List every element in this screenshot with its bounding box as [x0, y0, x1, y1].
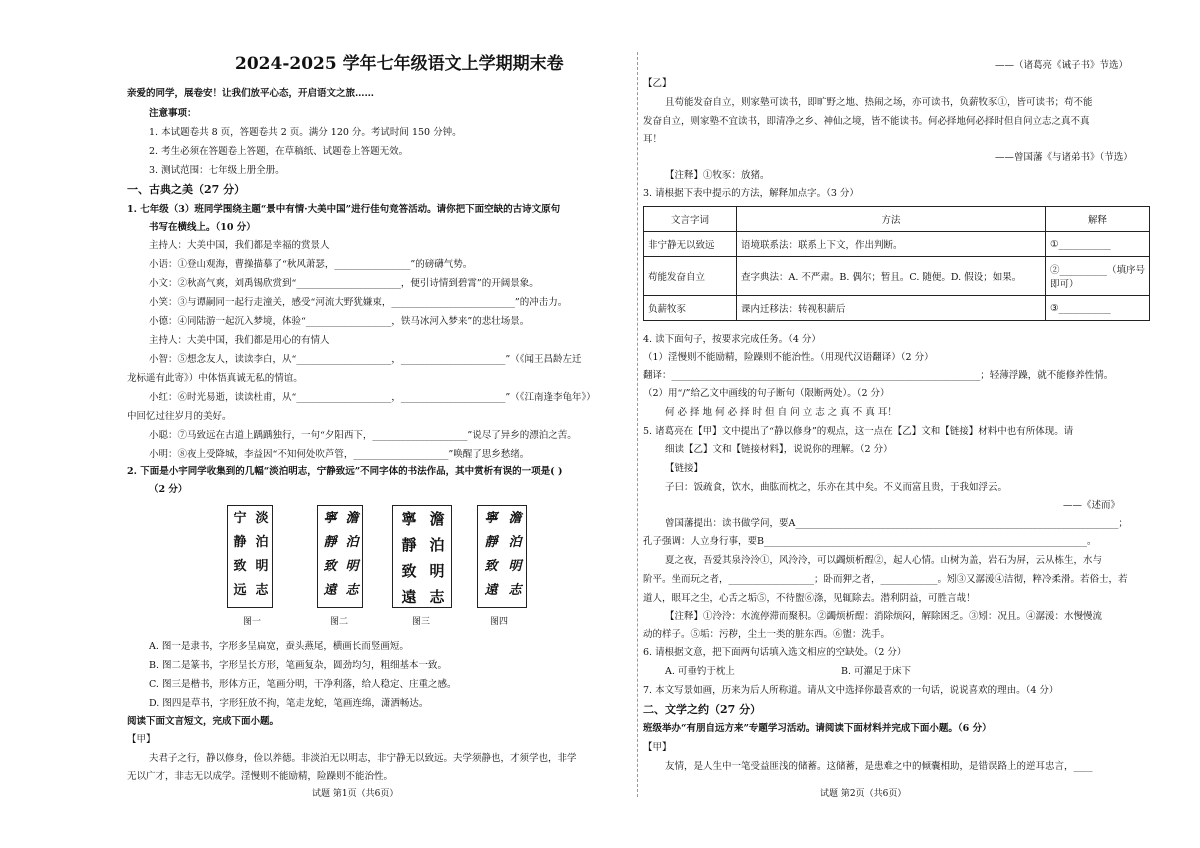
passage-jia-text: 夫君子之行，静以修身，俭以养德。非淡泊无以明志，非宁静无以致远。夫学须静也，才须学也，非学	[149, 753, 577, 764]
notice-item: 1. 本试题卷共 8 页，答题卷共 2 页。满分 120 分。考试时间 150 分钟。	[149, 127, 462, 138]
section-2-intro: 班级举办“有朋自远方来”专题学习活动。请阅读下面材料并完成下面小题。（6 分）	[643, 723, 992, 734]
page-footer: 试题 第2页（共6页）	[820, 789, 907, 799]
dialogue-line: 小明：⑧夜上受降城，李益因“不知何处吹芦管，____________________”唤醒了思乡愁绪。	[149, 449, 530, 460]
dialogue-line: 小聪：⑦马致远在古道上踽踽独行，一句“夕阳西下，____________________”说尽了异乡的漂泊之苦。	[149, 430, 577, 441]
question-5: 5. 诸葛亮在【甲】文中提出了“静以修身”的观点，这一点在【乙】文和【链接】材料中也有所体现。请	[643, 426, 1074, 437]
notice-item: 3. 测试范围：七年级上册全册。	[149, 165, 285, 176]
q6-option-a: A. 可垂钓于枕上	[665, 666, 735, 677]
answer-line-b: 孔子强调：人立身行事，要B____________________________________________________________________。	[643, 536, 1097, 547]
passage-yi-text: 发奋自立，则家塾不宜读书，即清净之乡、神仙之境，皆不能读书。何必择地何必择时但自问立志之真不真	[643, 116, 1090, 127]
question-4-2: （2）用“/”给乙文中画线的句子断句（限断两处）。（2 分）	[643, 388, 890, 399]
passage-label-yi: 【乙】	[643, 78, 672, 89]
passage-label-jia: 【甲】	[127, 734, 156, 745]
table-cell-method: 语境联系法：联系上下文，作出判断。	[737, 232, 1046, 257]
table-header: 文言字词	[644, 207, 737, 232]
dialogue-line: 小智：⑤想念友人，读读李白，从“____________________，______________________”（《闻王昌龄左迁	[149, 354, 582, 365]
passage-jia-text: 无以广才，非志无以成学。淫慢则不能励精，险躁则不能治性。	[127, 771, 394, 782]
dialogue-line: 小语：①登山观海，曹操描摹了“秋风萧瑟，________________”的磅礴气势。	[149, 259, 473, 270]
link-text: 子曰：饭疏食，饮水，曲肱而枕之，乐亦在其中矣。不义而富且贵，于我如浮云。	[665, 482, 1008, 493]
dialogue-line: 主持人：大美中国，我们都是用心的有情人	[149, 335, 330, 346]
dialogue-line: 龙标遥有此寄》）中体悟真诚无私的情谊。	[127, 373, 303, 384]
right-page	[643, 0, 1153, 848]
q2-option-d: D. 图四是草书，字形狂放不拘，笔走龙蛇，笔画连绵，潇洒畅达。	[149, 698, 429, 709]
page-divider	[637, 52, 638, 797]
calligraphy-image-3: 澹 泊 明 志 寧 靜 致 遠	[392, 505, 452, 608]
table-header: 解释	[1046, 207, 1150, 232]
annotation: 【注释】①牧豕：放猪。	[665, 170, 770, 181]
section-heading-classical: 一、古典之美（27 分）	[127, 183, 246, 196]
table-cell-method: 课内迁移法：转视积薪后	[737, 296, 1046, 321]
question-1: 1. 七年级（3）班同学围绕主题“景中有情·大美中国”进行佳句竞答活动。请你把下面空缺的古诗文原句	[127, 204, 561, 215]
table-cell-word: 负薪牧豕	[644, 296, 737, 321]
passage-yi-text: 且苟能发奋自立，则家塾可读书，即旷野之地、热闹之场，亦可读书，负薪牧豕①，皆可读书；苟不能	[665, 97, 1093, 108]
dialogue-line: 小笑：③与谭嗣同一起行走潼关，感受“河流大野犹嫌束，__________________________”的冲击力。	[149, 297, 568, 308]
passage-text: 友情，是人生中一笔受益匪浅的储蓄。这储蓄，是患难之中的倾囊相助，是错误路上的逆耳忠言，____	[665, 761, 1093, 772]
table-header: 方法	[737, 207, 1046, 232]
reading-intro: 阅读下面文言短文，完成下面小题。	[127, 716, 280, 727]
question-4-1-answer: 翻译：_________________________________________________________________；轻薄浮躁，就不能修养性情。	[643, 370, 1114, 381]
question-2-cont: （2 分）	[149, 484, 188, 495]
source-citation: ——曾国藩《与诸弟书》（节选）	[995, 152, 1133, 163]
dialogue-line: 中回忆过往岁月的美好。	[127, 411, 232, 422]
greeting: 亲爱的同学，展卷安！让我们放平心态，开启语文之旅……	[127, 88, 375, 99]
answer-line-a: 曾国藩提出：读书做学问，要A____________________________________________________________________；	[665, 518, 1128, 529]
table-cell-word: 非宁静无以致远	[644, 232, 737, 257]
calligraphy-image-2: 澹 泊 明 志 寧 靜 致 遠	[317, 505, 363, 608]
source-citation: ——（诸葛亮《诫子书》节选）	[995, 60, 1129, 71]
dialogue-line: 小文：②秋高气爽，刘禹锡欣赏到“______________________，便引诗情到碧霄”的开阔景象。	[149, 278, 539, 289]
notice-item: 2. 考生必须在答题卷上答题，在草稿纸、试题卷上答题无效。	[149, 146, 409, 157]
question-3: 3. 请根据下表中提示的方法，解释加点字。（3 分）	[643, 188, 859, 199]
table-cell-answer[interactable]: ①___________	[1046, 232, 1150, 257]
exam-title: 2024-2025 学年七年级语文上学期期末卷	[235, 54, 564, 74]
table-cell-answer[interactable]: ②__________（填序号即可）	[1046, 257, 1150, 296]
notice-heading: 注意事项：	[149, 108, 197, 119]
explanation-table	[643, 206, 1150, 321]
q2-option-b: B. 图二是篆书，字形呈长方形，笔画复杂，圆劲均匀，粗细基本一致。	[149, 660, 448, 671]
question-5-cont: 细读【乙】文和【链接材料】，说说你的理解。（2 分）	[665, 444, 893, 455]
q2-option-c: C. 图三是楷书，形体方正，笔画分明，干净利落，给人稳定、庄重之感。	[149, 679, 457, 690]
q2-option-a: A. 图一是隶书，字形多呈扁宽，蚕头燕尾，横画长而竖画短。	[149, 641, 409, 652]
question-6: 6. 请根据文意，把下面两句话填入选文相应的空缺处。（2 分）	[643, 647, 907, 658]
calligraphy-label: 图三	[412, 617, 431, 627]
question-4-1: （1）淫慢则不能励精，险躁则不能治性。（用现代汉语翻译）（2 分）	[643, 352, 934, 363]
calligraphy-image-1: 淡 泊 明 志 宁 静 致 远	[227, 505, 273, 608]
source-citation: ——《述而》	[1063, 500, 1121, 511]
question-2: 2. 下面是小宇同学收集到的几幅“淡泊明志，宁静致远”不同字体的书法作品，其中赏析有误的一项是( )	[127, 466, 563, 477]
passage-text: 夏之夜，吾爱其泉泠泠①，风泠泠，可以蠲烦析酲②，起人心情。山树为盖，岩石为屏，云从栋生，水与	[665, 555, 1103, 566]
passage-yi-text: 耳！	[643, 134, 663, 145]
question-4-2-text: 何 必 择 地 何 必 择 时 但 自 问 立 志 之 真 不 真 耳！	[665, 407, 897, 418]
calligraphy-label: 图四	[490, 617, 509, 627]
passage-label-jia: 【甲】	[643, 742, 672, 753]
left-page	[127, 0, 635, 848]
page-footer: 试题 第1页（共6页）	[312, 789, 399, 799]
calligraphy-label: 图二	[330, 617, 349, 627]
section-heading-literature: 二、文学之约（27 分）	[643, 703, 762, 716]
passage-text: 道人，眼耳之尘，心舌之垢⑤，不待盥⑥涤，见辄除去。潜利阴益，可胜言哉！	[643, 593, 976, 604]
calligraphy-label: 图一	[243, 617, 262, 627]
calligraphy-image-4: 澹 泊 明 志 寧 靜 致 遠	[477, 505, 527, 608]
dialogue-line: 小红：⑥时光易逝，读读杜甫，从“____________________，______________________”（《江南逢李龟年》）	[149, 392, 596, 403]
passage-text: 阶平。坐而玩之者，__________________；卧而狎之者，____________。矧③又潺湲④洁彻，粹冷柔滑。若俗士，若	[643, 574, 1128, 585]
annotation: 动的样子。⑤垢：污秽，尘土一类的脏东西。⑥盥：洗手。	[643, 629, 891, 640]
dialogue-line: 小德：④同陆游一起沉入梦境，体验“__________________，铁马冰河入梦来”的悲壮场景。	[149, 316, 530, 327]
question-7: 7. 本文写景如画，历来为后人所称道。请从文中选择你最喜欢的一句话，说说喜欢的理由。（4 分）	[643, 685, 1059, 696]
question-1-cont: 书写在横线上。（10 分）	[149, 222, 256, 233]
link-label: 【链接】	[665, 463, 704, 474]
question-4: 4. 读下面句子，按要求完成任务。（4 分）	[643, 334, 821, 345]
table-cell-answer[interactable]: ③___________	[1046, 296, 1150, 321]
q6-option-b: B. 可濯足于床下	[841, 666, 912, 677]
dialogue-line: 主持人：大美中国，我们都是幸福的赏景人	[149, 240, 330, 251]
annotation: 【注释】①泠泠：水流停滞而聚积。②蠲烦析酲：消除烦闷，解除困乏。③矧：况且。④潺湲：水慢慢流	[665, 611, 1103, 622]
table-cell-word: 苟能发奋自立	[644, 257, 737, 296]
table-cell-method: 查字典法：A. 不严肃。B. 偶尔；暂且。C. 随便。D. 假设；如果。	[737, 257, 1046, 296]
